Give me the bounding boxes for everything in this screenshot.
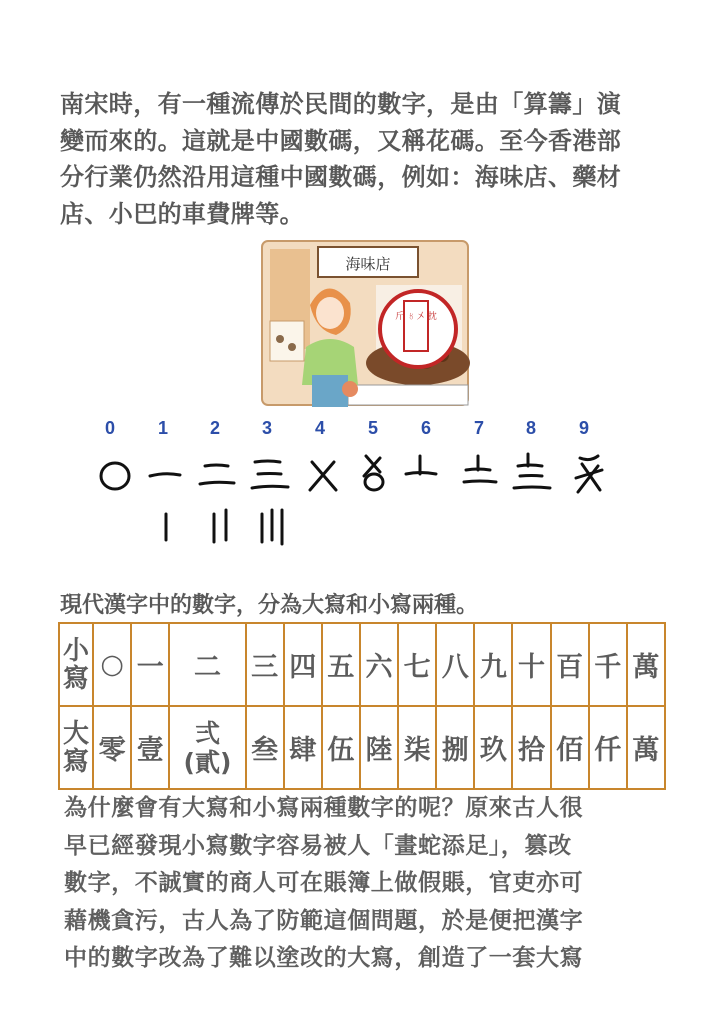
numerals-table [58, 622, 666, 790]
small-writing-row [59, 623, 665, 706]
table-cell: 玖 [474, 706, 512, 789]
table-cell: 七 [398, 623, 436, 706]
numeral-two-glyph [200, 465, 234, 484]
intro-line: 店、小巴的車費牌等。 [60, 199, 304, 228]
digit-label: 0 [104, 418, 115, 438]
large-two-main: 弍 [194, 718, 220, 748]
numeral-five-glyph [364, 456, 383, 490]
digit-label: 4 [314, 418, 325, 438]
table-cell: 柒 [398, 706, 436, 789]
table-cell: 零 [93, 706, 131, 789]
shop-sign-text: 海味店 [345, 255, 391, 273]
digit-label: 3 [261, 418, 272, 438]
table-cell: 拾 [512, 706, 550, 789]
table-cell: 萬 [627, 706, 665, 789]
explanation-paragraph [64, 790, 664, 978]
table-cell: 十 [512, 623, 550, 706]
table-cell: 百 [551, 623, 589, 706]
table-cell: 三 [246, 623, 284, 706]
numeral-six-glyph [406, 456, 436, 474]
numeral-three-glyph [252, 461, 288, 488]
table-cell: 捌 [436, 706, 474, 789]
explanation-line: 早已經發現小寫數字容易被人「畫蛇添足」，篡改 [64, 832, 572, 859]
suzhou-numeral-glyphs [90, 448, 620, 558]
table-cell-two [169, 706, 245, 789]
table-cell: ○ [93, 623, 131, 706]
explanation-line: 為什麼會有大寫和小寫兩種數字的呢？原來古人很 [64, 795, 584, 821]
intro-line: 分行業仍然沿用這種中國數碼，例如：海味店、藥材 [60, 163, 622, 191]
digit-label: 7 [473, 418, 484, 438]
explanation-line: 藉機貪污，古人為了防範這個問題，於是便把漢字 [64, 907, 584, 934]
digit-label: 8 [525, 418, 536, 438]
small-writing-header: 小寫 [59, 623, 93, 706]
digit-label: 9 [578, 418, 589, 438]
digit-label: 2 [209, 418, 220, 438]
numeral-eight-glyph [514, 454, 550, 488]
table-cell: 壹 [131, 706, 169, 789]
explanation-line: 數字，不誠實的商人可在賬簿上做假賬，官吏亦可 [64, 870, 584, 896]
large-writing-header: 大寫 [59, 706, 93, 789]
table-cell: 一 [131, 623, 169, 706]
digit-label: 1 [157, 418, 168, 438]
digit-label: 5 [367, 418, 378, 438]
vertical-three-glyph [262, 510, 282, 544]
table-cell: 二 [169, 623, 245, 706]
digit-label: 6 [420, 418, 431, 438]
large-writing-row [59, 706, 665, 789]
table-cell: 九 [474, 623, 512, 706]
explanation-line: 中的數字改為了難以塗改的大寫，創造了一套大寫 [64, 945, 584, 971]
table-cell: 萬 [627, 623, 665, 706]
price-tag-text: 斤 〥〤 抌 [395, 312, 437, 322]
table-cell: 八 [436, 623, 474, 706]
intro-line: 變而來的。這就是中國數碼，又稱花碼。至今香港部 [60, 126, 622, 155]
table-cell: 伍 [322, 706, 360, 789]
table-cell: 叁 [246, 706, 284, 789]
table-cell: 四 [284, 623, 322, 706]
table-cell: 五 [322, 623, 360, 706]
table-cell: 六 [360, 623, 398, 706]
vertical-two-glyph [214, 510, 226, 542]
numeral-seven-glyph [464, 456, 496, 482]
intro-paragraph [60, 86, 670, 232]
numeral-zero-glyph [101, 463, 129, 489]
table-cell: 肆 [284, 706, 322, 789]
table-cell: 陸 [360, 706, 398, 789]
sentence-two: 現代漢字中的數字，分為大寫和小寫兩種。 [60, 593, 479, 618]
table-cell: 仟 [589, 706, 627, 789]
intro-line: 南宋時，有一種流傳於民間的數字，是由「算籌」演 [60, 90, 622, 118]
numeral-one-glyph [150, 474, 180, 476]
large-two-alt: (貳) [183, 747, 232, 777]
table-cell: 佰 [551, 706, 589, 789]
numeral-four-glyph [310, 462, 336, 490]
suzhou-digit-labels [0, 418, 724, 446]
seafood-shop-illustration [258, 235, 472, 411]
numeral-nine-glyph [576, 456, 602, 492]
table-cell: 千 [589, 623, 627, 706]
